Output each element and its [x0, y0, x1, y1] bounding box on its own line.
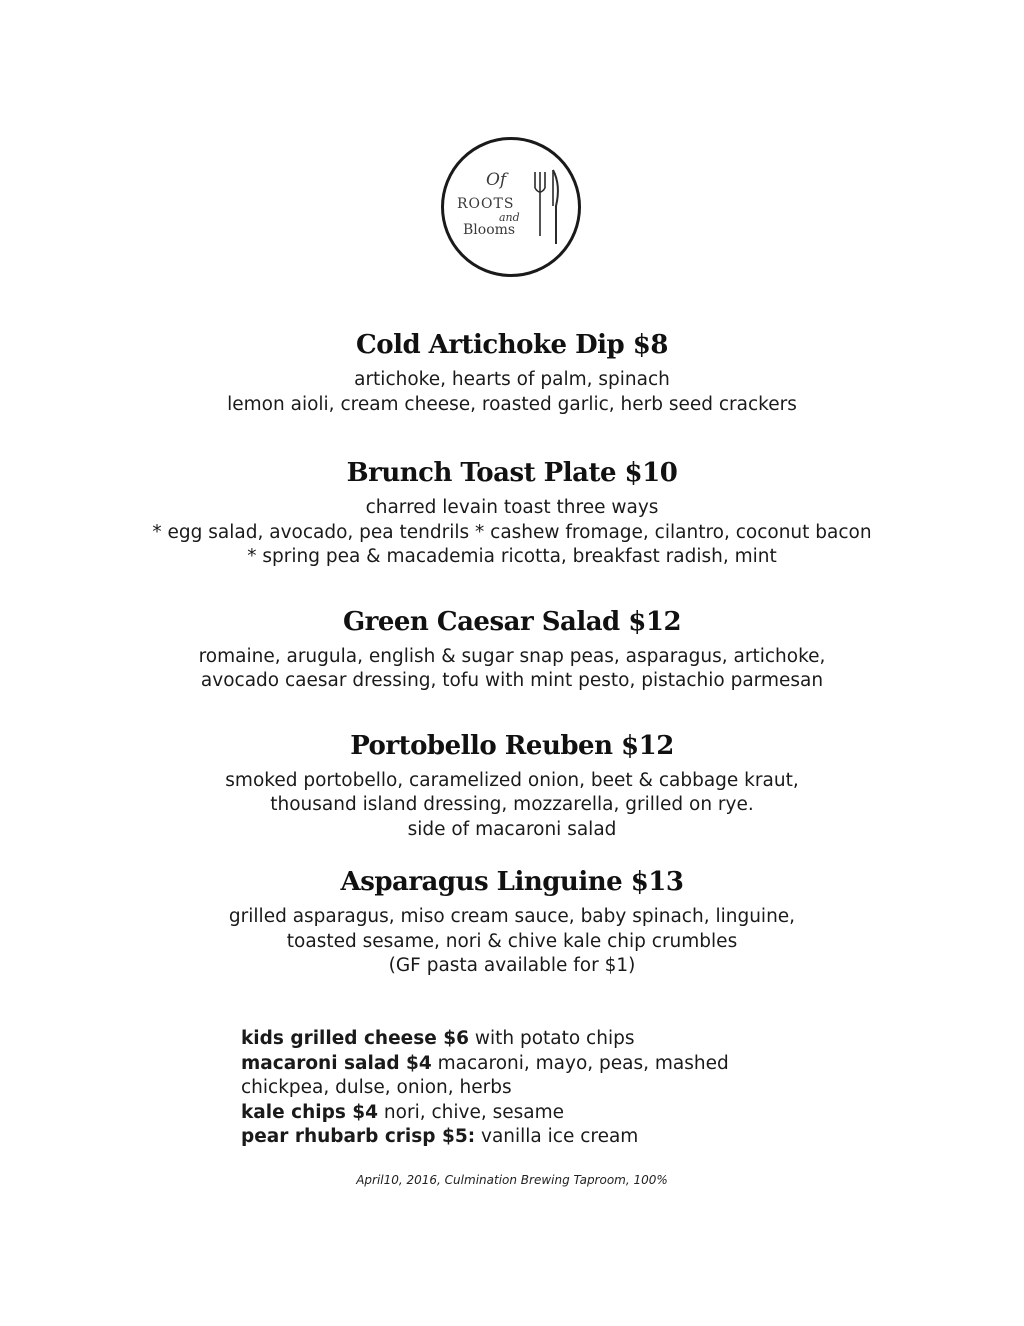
menu-item-asparagus-linguine [0, 859, 1024, 979]
menu-item-description: thousand island dressing, mozzarella, grilled on rye. [270, 794, 754, 815]
fork-knife-icon [535, 170, 558, 244]
side-item-description: chickpea, dulse, onion, herbs [241, 1077, 512, 1098]
side-item-macaroni-salad-continued [241, 1076, 861, 1101]
menu-item-description: artichoke, hearts of palm, spinach [354, 369, 670, 390]
logo-text-blooms: Blooms [463, 222, 516, 238]
menu-item-description: grilled asparagus, miso cream sauce, baby spinach, linguine, [228, 906, 796, 927]
side-item-description: vanilla ice cream [475, 1126, 639, 1147]
menu-item-description: smoked portobello, caramelized onion, beet & cabbage kraut, [225, 769, 799, 791]
side-item-name: kids grilled cheese $6 [241, 1028, 469, 1049]
side-item-description: with potato chips [468, 1028, 635, 1049]
logo-text-roots: ROOTS [457, 196, 515, 212]
menu-item-title: Green Caesar Salad $12 [342, 606, 682, 637]
side-item-kids-grilled-cheese [241, 1027, 861, 1052]
menu-item-artichoke-dip [0, 322, 1024, 417]
menu-item-description: avocado caesar dressing, tofu with mint pesto, pistachio parmesan [200, 670, 824, 691]
menu-item-description: romaine, arugula, english & sugar snap peas, asparagus, artichoke, [198, 645, 826, 667]
logo-text-and: and [499, 211, 520, 224]
spacer [0, 570, 1024, 599]
menu-item-description: (GF pasta available for $1) [388, 955, 636, 976]
side-item-name: kale chips $4 [241, 1101, 379, 1123]
side-item-pear-rhubarb-crisp [241, 1125, 861, 1150]
menu-item-description: charred levain toast three ways [365, 497, 659, 518]
side-item-name: pear rhubarb crisp $5: [241, 1126, 476, 1147]
spacer [0, 417, 1024, 450]
menu-item-description: lemon aioli, cream cheese, roasted garlic, herb seed crackers [227, 393, 797, 415]
menu-item-description: toasted sesame, nori & chive kale chip crumbles [286, 930, 738, 952]
menu-list [0, 322, 1024, 979]
menu-item-title: Asparagus Linguine $13 [340, 867, 684, 897]
menu-item-caesar-salad [0, 599, 1024, 694]
side-item-description: nori, chive, sesame [378, 1101, 565, 1123]
logo-text-of: Of [486, 170, 507, 190]
menu-item-title: Portobello Reuben $12 [350, 730, 674, 761]
sides-list [241, 1027, 861, 1150]
menu-footer-note: April10, 2016, Culmination Brewing Taproom, 100% [356, 1173, 668, 1187]
menu-item-description: side of macaroni salad [407, 818, 617, 840]
menu-item-portobello-reuben [0, 723, 1024, 843]
menu-item-brunch-toast [0, 450, 1024, 570]
logo-graphic [444, 140, 578, 274]
menu-item-description: * spring pea & macademia ricotta, breakfast radish, mint [247, 546, 777, 567]
restaurant-logo [441, 137, 581, 277]
menu-item-title: Cold Artichoke Dip $8 [356, 330, 668, 360]
side-item-kale-chips [241, 1101, 861, 1126]
side-item-name: macaroni salad $4 [241, 1052, 432, 1074]
side-item-description: macaroni, mayo, peas, mashed [431, 1052, 729, 1074]
spacer [0, 842, 1024, 859]
side-item-macaroni-salad [241, 1052, 861, 1077]
menu-item-description: * egg salad, avocado, pea tendrils * cashew fromage, cilantro, coconut bacon [152, 521, 872, 543]
spacer [0, 694, 1024, 723]
menu-item-title: Brunch Toast Plate $10 [346, 458, 678, 488]
